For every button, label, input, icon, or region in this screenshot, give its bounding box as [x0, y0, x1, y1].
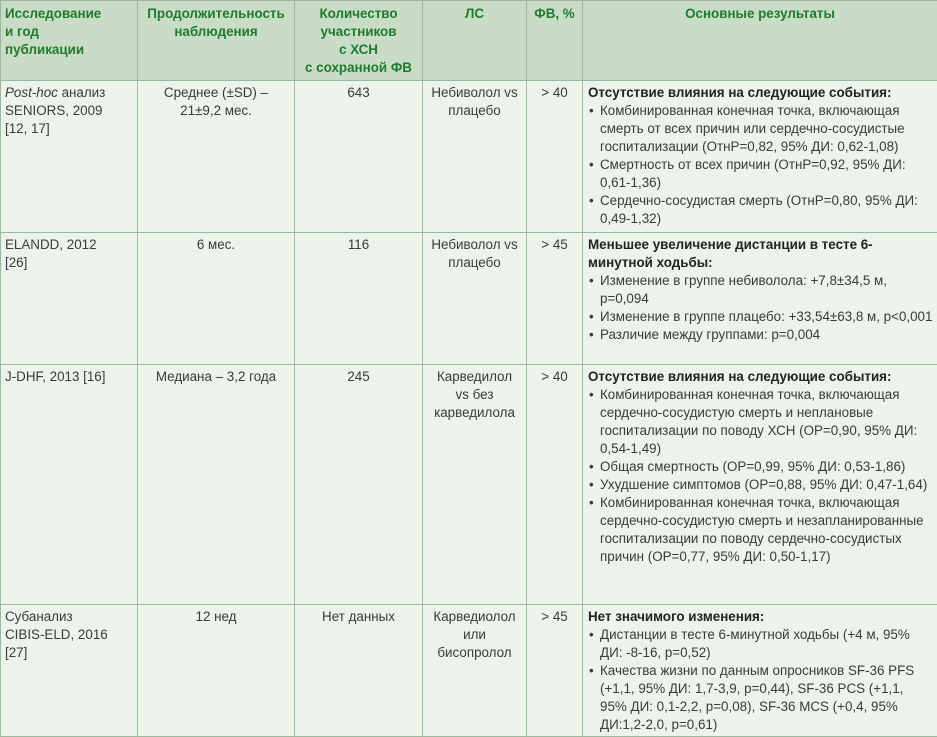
list-item: • Комбинированная конечная точка, включающая смерть от всех причин или сердечно-сосудистые госпитализации (ОтнР=0,82, 95% ДИ: 0,62-1,08) — [588, 102, 933, 156]
results-title: Отсутствие влияния на следующие события: — [588, 84, 933, 102]
drug-cell: Карведиолол или бисопролол — [423, 605, 527, 737]
list-item: • Различие между группами: p=0,004 — [588, 326, 933, 344]
drug-cell: Небиволол vs плацебо — [423, 233, 527, 365]
list-item: • Смертность от всех причин (ОтнР=0,92, 95% ДИ: 0,61-1,36) — [588, 156, 933, 192]
duration-cell: Среднее (±SD) – 21±9,2 мес. — [138, 81, 295, 233]
drug-cell: Карведилол vs без карведилола — [423, 365, 527, 605]
ef-cell: > 40 — [527, 365, 583, 605]
participants-cell: Нет данных — [295, 605, 423, 737]
table-row — [1, 365, 937, 605]
header-results: Основные результаты — [583, 1, 937, 81]
results-cell — [583, 365, 937, 605]
ef-cell: > 45 — [527, 233, 583, 365]
results-cell — [583, 81, 937, 233]
drug-cell: Небиволол vs плацебо — [423, 81, 527, 233]
header-participants: Количество участников с ХСН с сохранной ФВ — [295, 1, 423, 81]
results-title: Меньшее увеличение дистанции в тесте 6-минутной ходьбы: — [588, 236, 933, 272]
list-item: • Изменение в группе плацебо: +33,54±63,8 м, p<0,001 — [588, 308, 933, 326]
list-item: • Общая смертность (ОР=0,99, 95% ДИ: 0,53-1,86) — [588, 458, 933, 476]
list-item: • Ухудшение симптомов (ОР=0,88, 95% ДИ: 0,47-1,64) — [588, 476, 933, 494]
results-cell — [583, 605, 937, 737]
list-item: • Качества жизни по данным опросников SF-36 PFS (+1,1, 95% ДИ: 1,7-3,9, p=0,44), SF-36 PCS (+1,1, 95% ДИ: 0,1-2,2, p=0,08), SF-36 MCS (+0,4, 95% ДИ:1,2-2,0, p=0,61) — [588, 662, 933, 734]
header-ef: ФВ, % — [527, 1, 583, 81]
participants-cell: 116 — [295, 233, 423, 365]
duration-cell: 12 нед — [138, 605, 295, 737]
header-drug: ЛС — [423, 1, 527, 81]
table-row — [1, 233, 937, 365]
header-duration: Продолжительность наблюдения — [138, 1, 295, 81]
study-cell: ELANDD, 2012 [26] — [1, 233, 138, 365]
results-title: Отсутствие влияния на следующие события: — [588, 368, 933, 386]
ef-cell: > 45 — [527, 605, 583, 737]
participants-cell: 643 — [295, 81, 423, 233]
list-item: • Сердечно-сосудистая смерть (ОтнР=0,80, 95% ДИ: 0,49-1,32) — [588, 192, 933, 228]
study-cell: J-DHF, 2013 [16] — [1, 365, 138, 605]
list-item: • Комбинированная конечная точка, включающая сердечно-сосудистую смерть и неплановые госпитализации по поводу ХСН (ОР=0,90, 95% ДИ: 0,54-1,49) — [588, 386, 933, 458]
duration-cell: 6 мес. — [138, 233, 295, 365]
ef-cell: > 40 — [527, 81, 583, 233]
table-row — [1, 81, 937, 233]
results-list — [588, 102, 933, 228]
results-list — [588, 386, 933, 566]
results-list — [588, 626, 933, 734]
study-cell — [1, 81, 138, 233]
list-item: • Изменение в группе небиволола: +7,8±34,5 м, p=0,094 — [588, 272, 933, 308]
duration-cell: Медиана – 3,2 года — [138, 365, 295, 605]
participants-cell: 245 — [295, 365, 423, 605]
results-title: Нет значимого изменения: — [588, 608, 933, 626]
study-text: анализ SENIORS, 2009 [12, 17] — [5, 85, 105, 136]
header-row — [1, 1, 937, 81]
study-cell: Субанализ CIBIS-ELD, 2016 [27] — [1, 605, 138, 737]
results-list — [588, 272, 933, 344]
results-cell — [583, 233, 937, 365]
table-row — [1, 605, 937, 737]
list-item: • Дистанции в тесте 6-минутной ходьбы (+4 м, 95% ДИ: -8-16, p=0,52) — [588, 626, 933, 662]
study-italic: Post-hoc — [5, 85, 58, 100]
header-study: Исследование и год публикации — [1, 1, 138, 81]
list-item: • Комбинированная конечная точка, включающая сердечно-сосудистую смерть и незапланированные госпитализации по поводу сердечно-сосудистых причин (ОР=0,77, 95% ДИ: 0,50-1,17) — [588, 494, 933, 566]
